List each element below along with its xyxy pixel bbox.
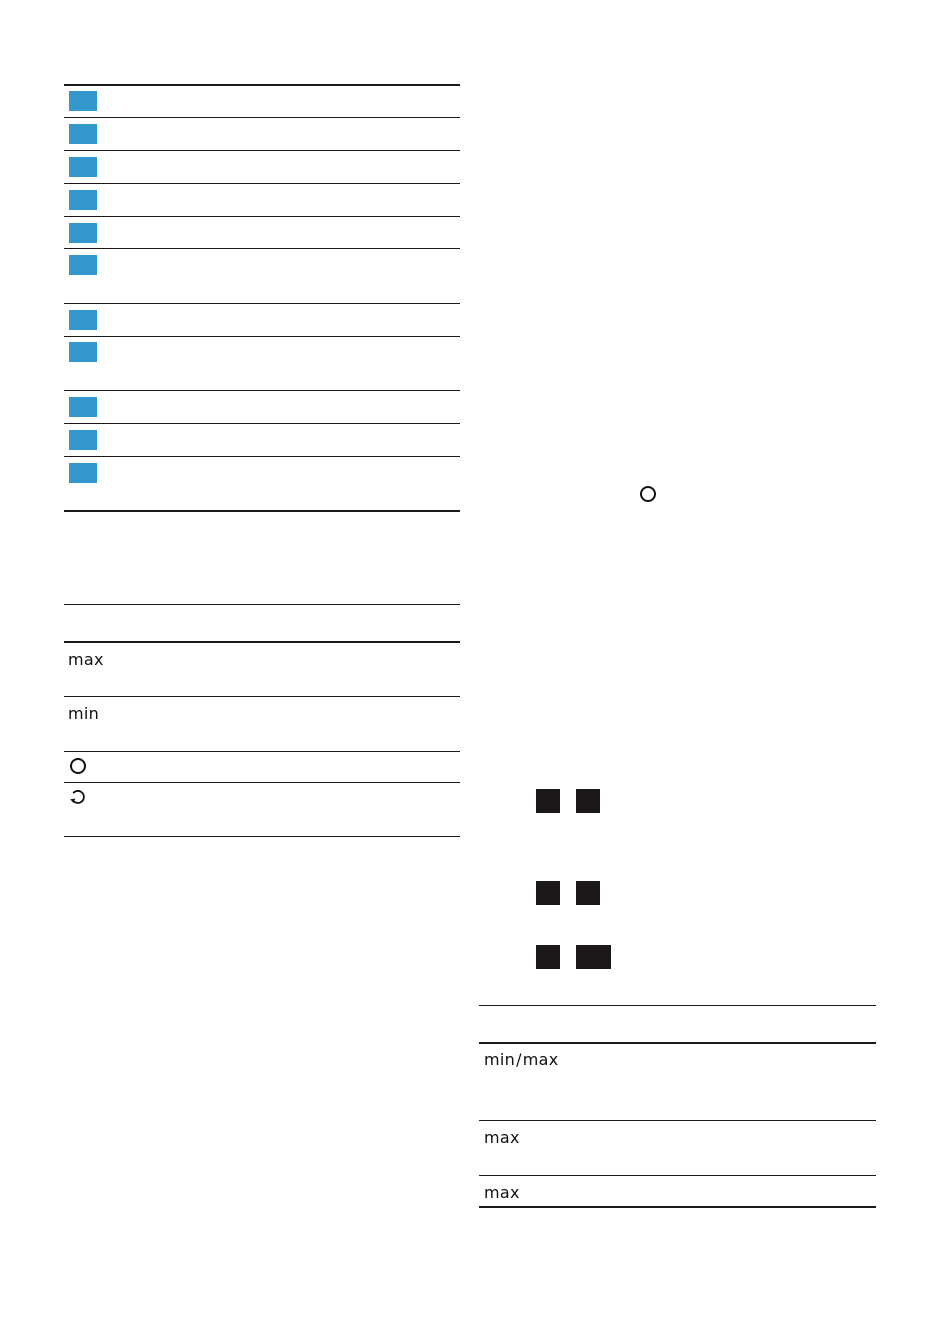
- table-row-divider: [64, 390, 460, 391]
- table-row-divider: [64, 150, 460, 151]
- table-row-divider: [64, 248, 460, 249]
- black-key-icon: [576, 881, 600, 905]
- black-key-icon: [576, 789, 600, 813]
- blue-square-icon: [69, 255, 97, 275]
- rotate-arrow-icon: [69, 788, 87, 806]
- table-header-rule: [64, 641, 460, 643]
- table-top-rule: [64, 84, 460, 86]
- table-row-divider: [64, 456, 460, 457]
- blue-square-icon: [69, 91, 97, 111]
- level-label-max: max: [68, 650, 104, 669]
- black-key-icon: [536, 945, 560, 969]
- blue-square-icon: [69, 157, 97, 177]
- table-bottom-rule: [64, 510, 460, 512]
- range-label: [484, 1051, 559, 1069]
- table-bottom-rule: [479, 1206, 876, 1208]
- black-wide-key-icon: [576, 945, 611, 969]
- table-top-rule: [64, 604, 460, 605]
- table-row-divider: [479, 1120, 876, 1121]
- blue-square-icon: [69, 190, 97, 210]
- table-bottom-rule: [64, 836, 460, 837]
- table-row-divider: [64, 423, 460, 424]
- table-row-divider: [64, 696, 460, 697]
- table-row-divider: [64, 751, 460, 752]
- blue-square-icon: [69, 342, 97, 362]
- level-label-min: min: [68, 704, 100, 723]
- table-row-divider: [64, 183, 460, 184]
- range-separator: /: [516, 1050, 522, 1069]
- table-header-rule: [479, 1042, 876, 1044]
- table-top-rule: [479, 1005, 876, 1006]
- blue-square-icon: [69, 223, 97, 243]
- blue-square-icon: [69, 310, 97, 330]
- range-label-max: max: [522, 1050, 559, 1069]
- table-row-divider: [64, 782, 460, 783]
- circle-icon: [640, 486, 656, 502]
- table-row-divider: [64, 303, 460, 304]
- table-row-divider: [64, 336, 460, 337]
- table-row-divider: [479, 1175, 876, 1176]
- black-key-icon: [536, 881, 560, 905]
- range-label-min: min: [484, 1050, 516, 1069]
- blue-square-icon: [69, 124, 97, 144]
- blue-square-icon: [69, 463, 97, 483]
- level-label-max: max: [484, 1128, 520, 1147]
- table-row-divider: [64, 117, 460, 118]
- blue-square-icon: [69, 430, 97, 450]
- level-label-max: max: [484, 1183, 520, 1202]
- blue-square-icon: [69, 397, 97, 417]
- black-key-icon: [536, 789, 560, 813]
- circle-icon: [70, 758, 86, 774]
- table-row-divider: [64, 216, 460, 217]
